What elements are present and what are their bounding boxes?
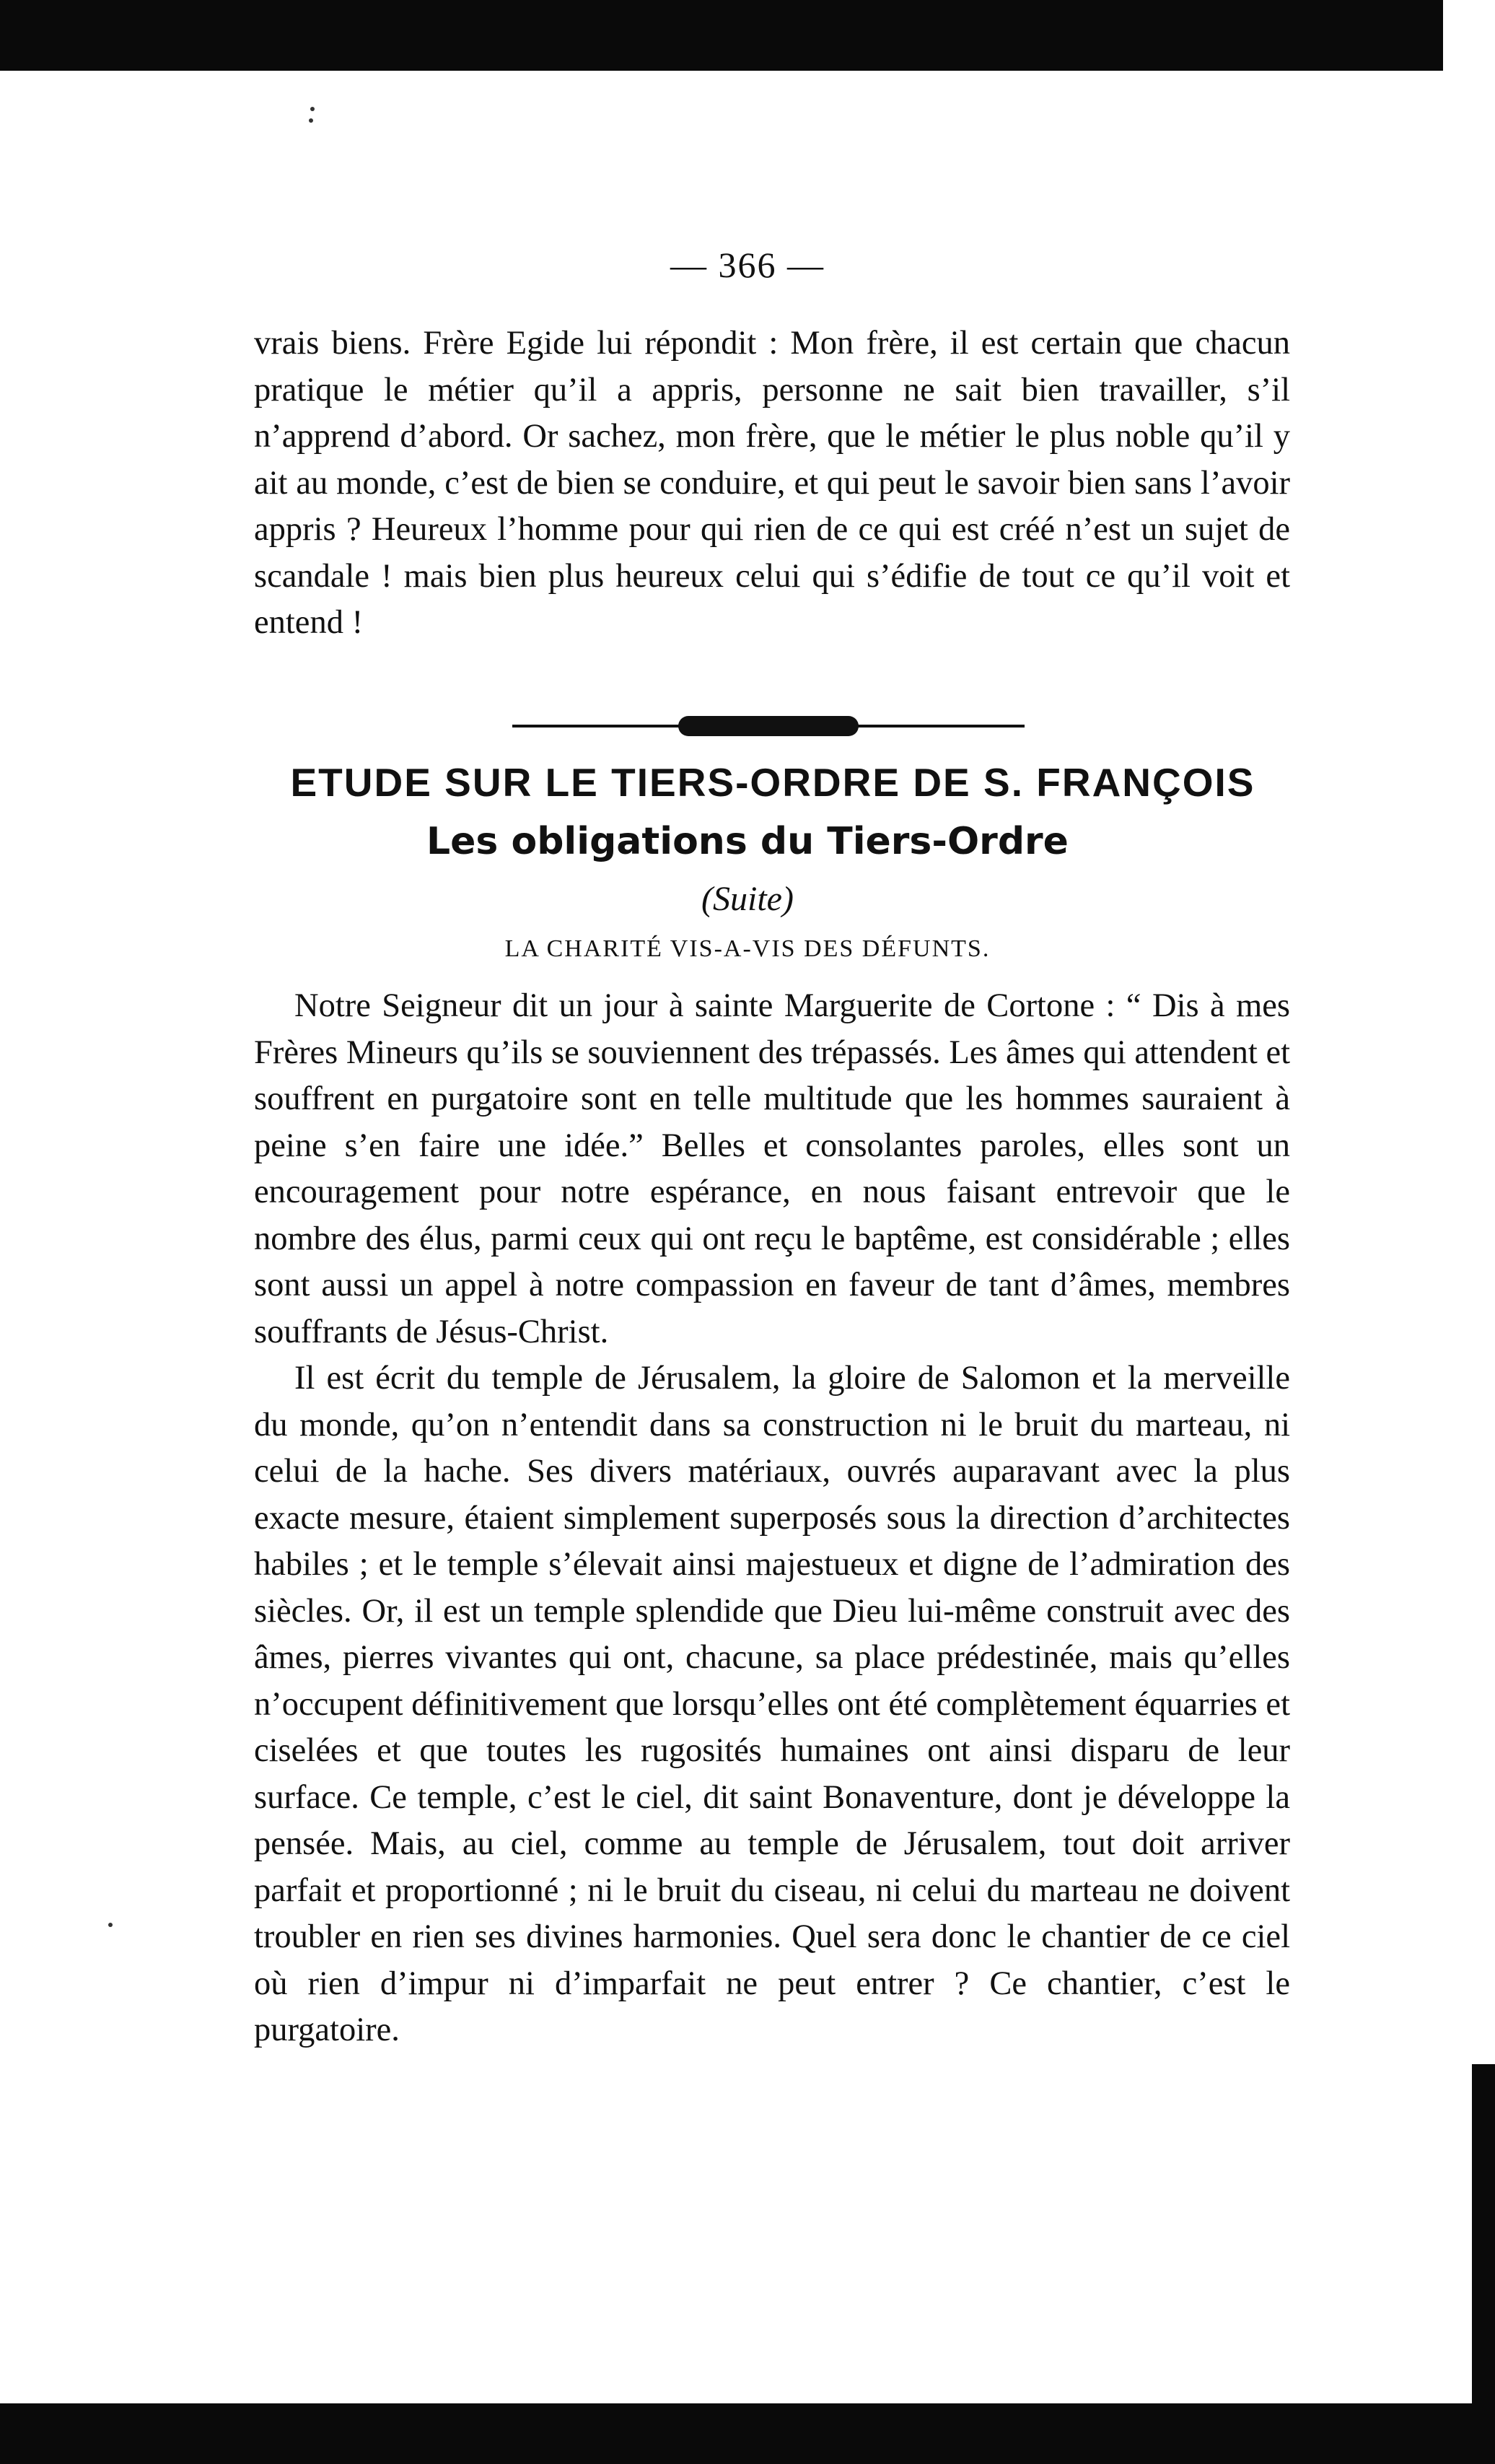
article-body (254, 983, 1290, 2054)
scan-speck (310, 107, 315, 111)
section-title: LA CHARITÉ VIS-A-VIS DES DÉFUNTS. (504, 935, 991, 962)
article-subheading: Les obligations du Tiers-Ordre (426, 820, 1069, 863)
article-heading: ETUDE SUR LE TIERS-ORDRE DE S. FRANÇOIS (290, 760, 1255, 805)
suite-label: (Suite) (701, 880, 794, 918)
scan-speck (108, 1923, 113, 1927)
ornament-flourish (678, 716, 859, 736)
scan-border-top (0, 0, 1443, 71)
body-paragraph: Il est écrit du temple de Jérusalem, la gloire de Salomon et la merveille du monde, qu’on n’entendit dans sa construction ni le bruit du marteau, ni celui de la hache. Ses divers matériaux, ouvrés auparavant avec la plus exacte mesure, étaient simplement superposés sous la direction d’architectes habiles ; et le temple s’élevait ainsi majestueux et digne de l’admiration des siècles. Or, il est un temple splendide que Dieu lui-même construit avec des âmes, pierres vivantes qui ont, chacune, sa place prédestinée, mais qu’elles n’occupent définitivement que lorsqu’elles ont été complètement équarries et ciselées et que toutes les rugosités humaines ont ainsi disparu de leur surface. Ce temple, c’est le ciel, dit saint Bonaventure, dont je développe la pensée. Mais, au ciel, comme au temple de Jérusalem, tout doit arriver parfait et proportionné ; ni le bruit du ciseau, ni celui du marteau ne doivent troubler en rien ses divines harmonies. Quel sera donc le chantier de ce ciel où rien d’impur ni d’imparfait ne peut entrer ? Ce chantier, c’est le purgatoire. (254, 1360, 1290, 2048)
page-number: — 366 — (670, 245, 825, 285)
scan-border-right (1472, 2064, 1495, 2403)
continuation-text-block (254, 320, 1290, 647)
scan-border-bottom (0, 2403, 1495, 2464)
body-paragraph: Notre Seigneur dit un jour à sainte Marguerite de Cortone : “ Dis à mes Frères Mineurs qu’ils se souviennent des trépassés. Les âmes qui attendent et souffrent en purgatoire sont en telle multitude que les hommes sauraient à peine s’en faire une idée.” Belles et consolantes paroles, elles sont un encouragement pour notre espérance, en nous faisant entrevoir que le nombre des élus, parmi ceux qui ont reçu le baptême, est considérable ; elles sont aussi un appel à notre compassion en faveur de tant d’âmes, membres souffrants de Jésus-Christ. (254, 987, 1290, 1350)
scan-speck (309, 118, 313, 123)
continuation-paragraph: vrais biens. Frère Egide lui répondit : Mon frère, il est certain que chacun pratique le métier qu’il a appris, personne ne sait bien travailler, s’il n’apprend d’abord. Or sachez, mon frère, que le métier le plus noble qu’il y ait au monde, c’est de bien se conduire, et qui peut le savoir bien sans l’avoir appris ? Heureux l’homme pour qui rien de ce qui est créé n’est un sujet de scandale ! mais bien plus heureux celui qui s’édifie de tout ce qu’il voit et entend ! (254, 325, 1290, 641)
